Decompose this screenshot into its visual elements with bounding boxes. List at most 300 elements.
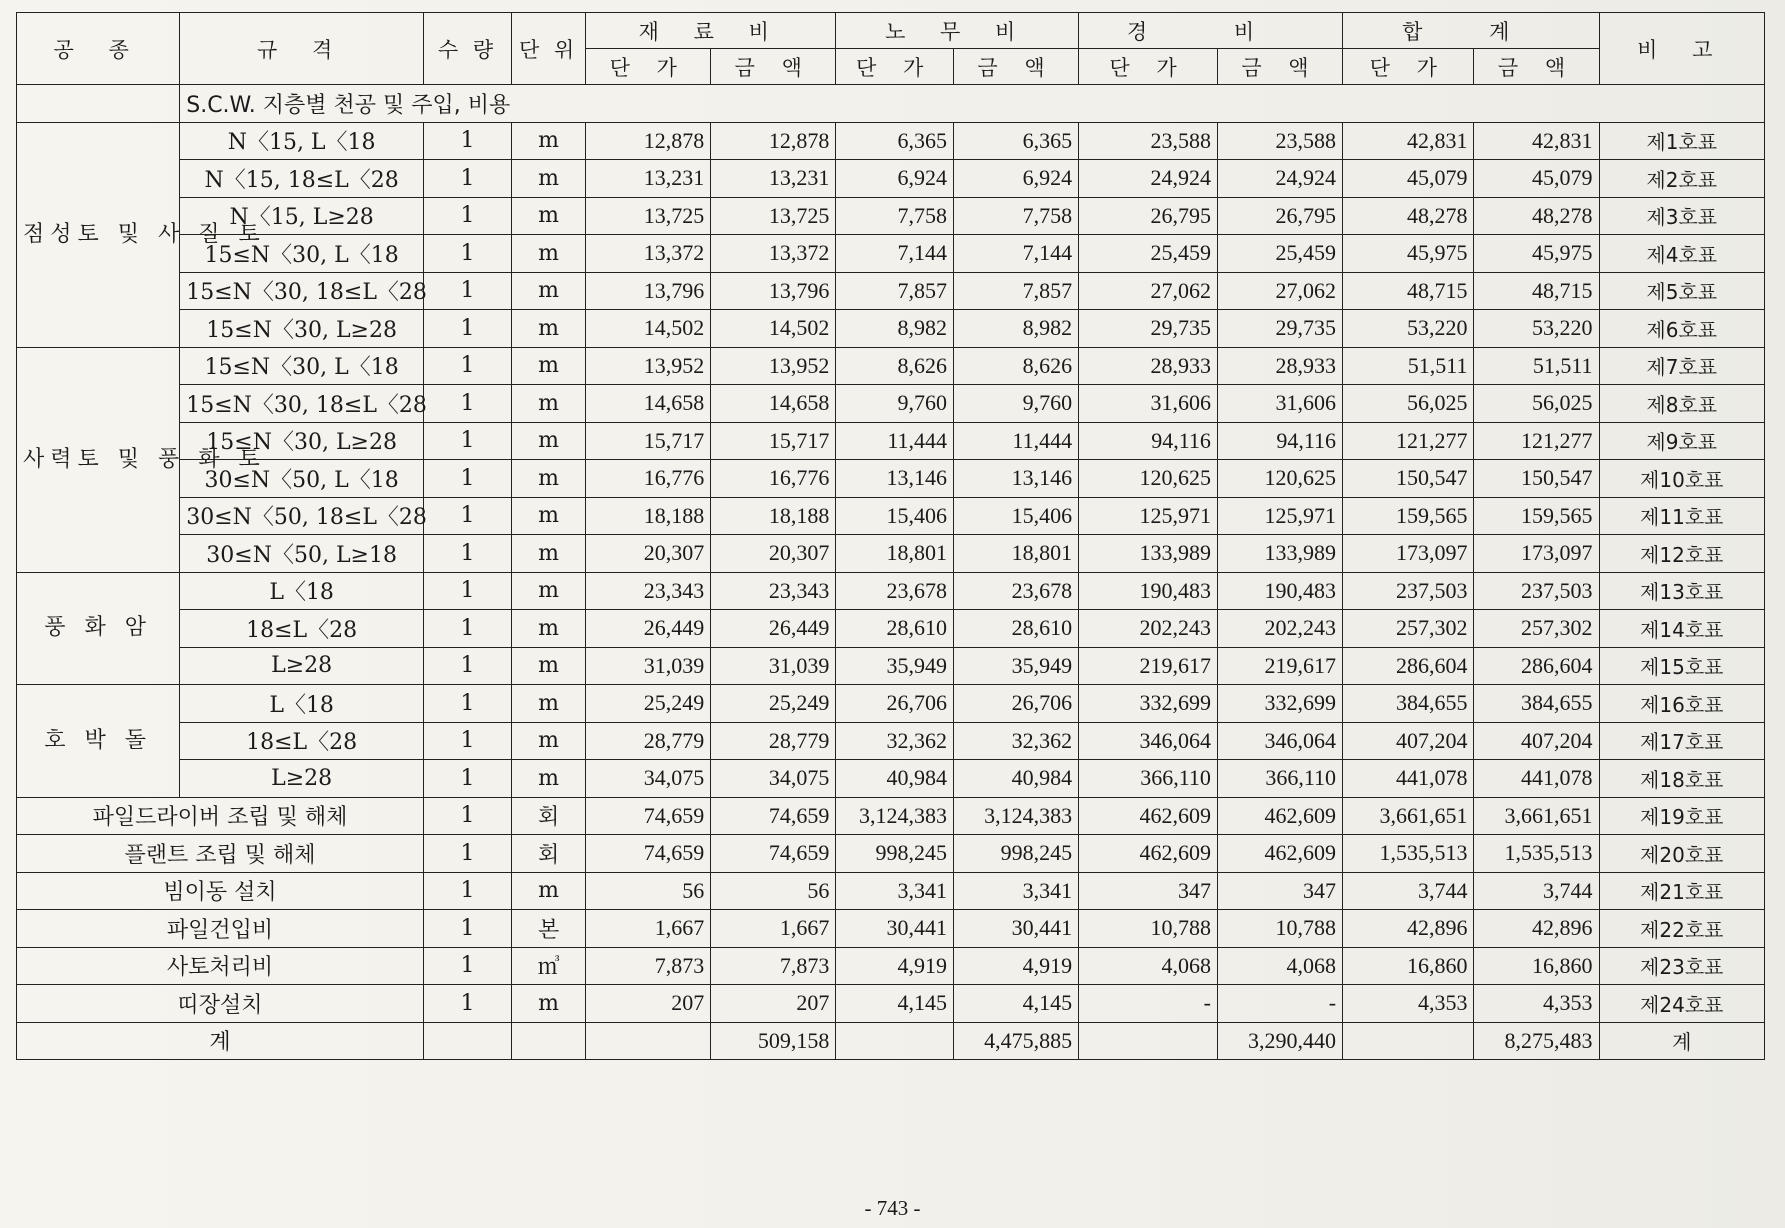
material-amount-cell: 74,659 <box>711 835 836 873</box>
item-label-cell: 플랜트 조립 및 해체 <box>17 835 424 873</box>
qty-cell: 1 <box>424 235 512 273</box>
item-label-cell: 빔이동 설치 <box>17 872 424 910</box>
material-amount-cell: 74,659 <box>711 797 836 835</box>
unit-cell: m <box>512 610 586 648</box>
labor-unit-price-cell: 13,146 <box>836 460 954 498</box>
total-amount-total: 8,275,483 <box>1474 1022 1599 1060</box>
expense-unit-price-cell: 133,989 <box>1079 535 1218 573</box>
total-amount-cell: 4,353 <box>1474 985 1599 1023</box>
expense-amount-cell: 25,459 <box>1217 235 1342 273</box>
qty-cell: 1 <box>424 572 512 610</box>
total-amount-cell: 42,896 <box>1474 910 1599 948</box>
spec-cell: L〈18 <box>180 572 424 610</box>
labor-amount-cell: 13,146 <box>954 460 1079 498</box>
remark-cell: 제13호표 <box>1599 572 1764 610</box>
header-total: 합 계 <box>1343 13 1600 49</box>
qty-cell: 1 <box>424 722 512 760</box>
section-title-empty <box>17 85 180 123</box>
expense-unit-price-cell: 24,924 <box>1079 160 1218 198</box>
unit-cell: m <box>512 872 586 910</box>
table-row <box>17 835 1765 873</box>
material-amount-cell: 7,873 <box>711 947 836 985</box>
expense-unit-price-cell: 10,788 <box>1079 910 1218 948</box>
total-unit-price-cell: 53,220 <box>1343 310 1474 348</box>
unit-cell: m <box>512 385 586 423</box>
expense-amount-cell: 94,116 <box>1217 422 1342 460</box>
remark-cell: 제4호표 <box>1599 235 1764 273</box>
expense-amount-cell: - <box>1217 985 1342 1023</box>
remark-cell: 제7호표 <box>1599 347 1764 385</box>
qty-cell: 1 <box>424 310 512 348</box>
labor-amount-cell: 7,144 <box>954 235 1079 273</box>
expense-amount-cell: 190,483 <box>1217 572 1342 610</box>
expense-unit-price-cell: 190,483 <box>1079 572 1218 610</box>
table-row <box>17 160 1765 198</box>
labor-amount-cell: 3,341 <box>954 872 1079 910</box>
item-label-cell: 파일드라이버 조립 및 해체 <box>17 797 424 835</box>
total-unit-price-cell: 45,975 <box>1343 235 1474 273</box>
material-unit-price-cell <box>586 1022 711 1060</box>
qty-cell: 1 <box>424 197 512 235</box>
section-title: S.C.W. 지층별 천공 및 주입, 비용 <box>180 85 1765 123</box>
total-unit-price-cell: 51,511 <box>1343 347 1474 385</box>
material-amount-cell: 13,725 <box>711 197 836 235</box>
qty-cell: 1 <box>424 835 512 873</box>
labor-amount-cell: 23,678 <box>954 572 1079 610</box>
material-unit-price-cell: 20,307 <box>586 535 711 573</box>
expense-amount-cell: 332,699 <box>1217 685 1342 723</box>
material-amount-cell: 1,667 <box>711 910 836 948</box>
qty-cell: 1 <box>424 610 512 648</box>
table-row <box>17 460 1765 498</box>
unit-cell: m <box>512 460 586 498</box>
expense-amount-cell: 31,606 <box>1217 385 1342 423</box>
labor-unit-price-cell: 30,441 <box>836 910 954 948</box>
header-material-unit-price: 단 가 <box>586 49 711 85</box>
qty-cell: 1 <box>424 797 512 835</box>
total-amount-cell: 150,547 <box>1474 460 1599 498</box>
labor-amount-cell: 998,245 <box>954 835 1079 873</box>
header-material: 재 료 비 <box>586 13 836 49</box>
total-unit-price-cell: 42,896 <box>1343 910 1474 948</box>
material-amount-cell: 25,249 <box>711 685 836 723</box>
total-label-cell: 계 <box>17 1022 424 1060</box>
expense-unit-price-cell: 347 <box>1079 872 1218 910</box>
material-unit-price-cell: 31,039 <box>586 647 711 685</box>
expense-unit-price-cell: 462,609 <box>1079 835 1218 873</box>
expense-amount-cell: 4,068 <box>1217 947 1342 985</box>
qty-cell: 1 <box>424 122 512 160</box>
material-amount-cell: 13,372 <box>711 235 836 273</box>
spec-cell: N〈15, 18≤L〈28 <box>180 160 424 198</box>
expense-amount-cell: 28,933 <box>1217 347 1342 385</box>
group-label: 호 박 돌 <box>17 685 180 798</box>
page-number: - 743 - <box>864 1196 921 1220</box>
table-row <box>17 797 1765 835</box>
total-unit-price-cell <box>1343 1022 1474 1060</box>
labor-unit-price-cell: 26,706 <box>836 685 954 723</box>
expense-unit-price-cell: 31,606 <box>1079 385 1218 423</box>
material-unit-price-cell: 14,658 <box>586 385 711 423</box>
item-label-cell: 사토처리비 <box>17 947 424 985</box>
total-unit-price-cell: 150,547 <box>1343 460 1474 498</box>
material-amount-cell: 16,776 <box>711 460 836 498</box>
unit-cell: m <box>512 197 586 235</box>
labor-unit-price-cell: 3,124,383 <box>836 797 954 835</box>
total-amount-cell: 42,831 <box>1474 122 1599 160</box>
total-amount-cell: 45,079 <box>1474 160 1599 198</box>
spec-cell: 15≤N〈30, L〈18 <box>180 235 424 273</box>
header-work-type: 공 종 <box>17 13 180 85</box>
expense-amount-cell: 120,625 <box>1217 460 1342 498</box>
table-row <box>17 947 1765 985</box>
material-amount-cell: 18,188 <box>711 497 836 535</box>
remark-cell: 제24호표 <box>1599 985 1764 1023</box>
header-labor-unit-price: 단 가 <box>836 49 954 85</box>
labor-amount-total: 4,475,885 <box>954 1022 1079 1060</box>
labor-unit-price-cell: 7,758 <box>836 197 954 235</box>
qty-cell: 1 <box>424 497 512 535</box>
labor-unit-price-cell: 11,444 <box>836 422 954 460</box>
header-expense-amount: 금 액 <box>1217 49 1342 85</box>
expense-unit-price-cell <box>1079 1022 1218 1060</box>
total-unit-price-cell: 4,353 <box>1343 985 1474 1023</box>
table-row <box>17 235 1765 273</box>
spec-cell: 18≤L〈28 <box>180 722 424 760</box>
expense-amount-cell: 26,795 <box>1217 197 1342 235</box>
labor-amount-cell: 40,984 <box>954 760 1079 798</box>
remark-cell: 제11호표 <box>1599 497 1764 535</box>
remark-cell: 제19호표 <box>1599 797 1764 835</box>
material-amount-cell: 13,796 <box>711 272 836 310</box>
remark-cell: 제21호표 <box>1599 872 1764 910</box>
remark-cell: 제22호표 <box>1599 910 1764 948</box>
total-unit-price-cell: 42,831 <box>1343 122 1474 160</box>
expense-unit-price-cell: 25,459 <box>1079 235 1218 273</box>
total-unit-price-cell: 3,661,651 <box>1343 797 1474 835</box>
expense-unit-price-cell: 29,735 <box>1079 310 1218 348</box>
group-label: 풍 화 암 <box>17 572 180 685</box>
labor-amount-cell: 8,626 <box>954 347 1079 385</box>
qty-cell: 1 <box>424 685 512 723</box>
labor-unit-price-cell: 4,919 <box>836 947 954 985</box>
unit-cell: m <box>512 160 586 198</box>
material-unit-price-cell: 28,779 <box>586 722 711 760</box>
remark-cell: 제15호표 <box>1599 647 1764 685</box>
spec-cell: 18≤L〈28 <box>180 610 424 648</box>
material-amount-cell: 28,779 <box>711 722 836 760</box>
total-unit-price-cell: 286,604 <box>1343 647 1474 685</box>
labor-amount-cell: 32,362 <box>954 722 1079 760</box>
remark-cell: 제17호표 <box>1599 722 1764 760</box>
unit-cell: m <box>512 722 586 760</box>
header-row-1 <box>17 13 1765 49</box>
total-amount-cell: 48,715 <box>1474 272 1599 310</box>
total-amount-cell: 16,860 <box>1474 947 1599 985</box>
expense-unit-price-cell: 4,068 <box>1079 947 1218 985</box>
material-amount-cell: 13,231 <box>711 160 836 198</box>
labor-amount-cell: 6,365 <box>954 122 1079 160</box>
spec-cell: 15≤N〈30, 18≤L〈28 <box>180 272 424 310</box>
table-row <box>17 910 1765 948</box>
total-unit-price-cell: 16,860 <box>1343 947 1474 985</box>
expense-amount-cell: 29,735 <box>1217 310 1342 348</box>
labor-unit-price-cell <box>836 1022 954 1060</box>
qty-cell: 1 <box>424 347 512 385</box>
remark-cell: 제1호표 <box>1599 122 1764 160</box>
material-unit-price-cell: 26,449 <box>586 610 711 648</box>
total-amount-cell: 441,078 <box>1474 760 1599 798</box>
expense-amount-total: 3,290,440 <box>1217 1022 1342 1060</box>
remark-cell: 제10호표 <box>1599 460 1764 498</box>
table-row <box>17 647 1765 685</box>
material-unit-price-cell: 13,725 <box>586 197 711 235</box>
labor-amount-cell: 4,145 <box>954 985 1079 1023</box>
labor-unit-price-cell: 40,984 <box>836 760 954 798</box>
expense-amount-cell: 462,609 <box>1217 797 1342 835</box>
expense-amount-cell: 202,243 <box>1217 610 1342 648</box>
material-amount-cell: 14,658 <box>711 385 836 423</box>
labor-amount-cell: 3,124,383 <box>954 797 1079 835</box>
material-amount-cell: 14,502 <box>711 310 836 348</box>
total-unit-price-cell: 384,655 <box>1343 685 1474 723</box>
total-amount-cell: 257,302 <box>1474 610 1599 648</box>
material-unit-price-cell: 13,372 <box>586 235 711 273</box>
material-unit-price-cell: 12,878 <box>586 122 711 160</box>
expense-amount-cell: 462,609 <box>1217 835 1342 873</box>
labor-unit-price-cell: 6,365 <box>836 122 954 160</box>
labor-unit-price-cell: 998,245 <box>836 835 954 873</box>
unit-cell: m <box>512 572 586 610</box>
total-unit-price-cell: 257,302 <box>1343 610 1474 648</box>
spec-cell: L〈18 <box>180 685 424 723</box>
table-row <box>17 760 1765 798</box>
table-row <box>17 572 1765 610</box>
spec-cell: 15≤N〈30, L≥28 <box>180 422 424 460</box>
total-amount-cell: 159,565 <box>1474 497 1599 535</box>
header-total-amount: 금 액 <box>1474 49 1599 85</box>
expense-unit-price-cell: 346,064 <box>1079 722 1218 760</box>
remark-cell: 제20호표 <box>1599 835 1764 873</box>
total-amount-cell: 121,277 <box>1474 422 1599 460</box>
spec-cell: 30≤N〈50, 18≤L〈28 <box>180 497 424 535</box>
expense-unit-price-cell: 27,062 <box>1079 272 1218 310</box>
unit-cell: m <box>512 235 586 273</box>
header-expense-unit-price: 단 가 <box>1079 49 1218 85</box>
spec-cell: L≥28 <box>180 647 424 685</box>
table-row <box>17 685 1765 723</box>
qty-cell: 1 <box>424 947 512 985</box>
expense-unit-price-cell: 120,625 <box>1079 460 1218 498</box>
expense-amount-cell: 133,989 <box>1217 535 1342 573</box>
labor-amount-cell: 6,924 <box>954 160 1079 198</box>
remark-cell: 계 <box>1599 1022 1764 1060</box>
section-title-row <box>17 85 1765 123</box>
header-material-amount: 금 액 <box>711 49 836 85</box>
expense-amount-cell: 23,588 <box>1217 122 1342 160</box>
unit-cell: m <box>512 497 586 535</box>
expense-unit-price-cell: 28,933 <box>1079 347 1218 385</box>
total-unit-price-cell: 121,277 <box>1343 422 1474 460</box>
table-row <box>17 535 1765 573</box>
total-unit-price-cell: 173,097 <box>1343 535 1474 573</box>
total-unit-price-cell: 45,079 <box>1343 160 1474 198</box>
material-amount-cell: 23,343 <box>711 572 836 610</box>
header-spec: 규 격 <box>180 13 424 85</box>
total-amount-cell: 3,744 <box>1474 872 1599 910</box>
cost-table <box>16 12 1765 1060</box>
qty-cell: 1 <box>424 160 512 198</box>
total-unit-price-cell: 441,078 <box>1343 760 1474 798</box>
material-unit-price-cell: 23,343 <box>586 572 711 610</box>
labor-amount-cell: 30,441 <box>954 910 1079 948</box>
expense-amount-cell: 219,617 <box>1217 647 1342 685</box>
expense-amount-cell: 366,110 <box>1217 760 1342 798</box>
labor-unit-price-cell: 35,949 <box>836 647 954 685</box>
header-remark: 비 고 <box>1599 13 1764 85</box>
remark-cell: 제16호표 <box>1599 685 1764 723</box>
labor-amount-cell: 4,919 <box>954 947 1079 985</box>
labor-unit-price-cell: 9,760 <box>836 385 954 423</box>
spec-cell: 15≤N〈30, 18≤L〈28 <box>180 385 424 423</box>
material-amount-cell: 12,878 <box>711 122 836 160</box>
header-unit: 단 위 <box>512 13 586 85</box>
remark-cell: 제23호표 <box>1599 947 1764 985</box>
unit-cell: 회 <box>512 835 586 873</box>
labor-amount-cell: 7,758 <box>954 197 1079 235</box>
qty-cell: 1 <box>424 272 512 310</box>
expense-unit-price-cell: 23,588 <box>1079 122 1218 160</box>
total-unit-price-cell: 48,715 <box>1343 272 1474 310</box>
labor-amount-cell: 28,610 <box>954 610 1079 648</box>
material-unit-price-cell: 207 <box>586 985 711 1023</box>
qty-cell: 1 <box>424 647 512 685</box>
material-unit-price-cell: 13,796 <box>586 272 711 310</box>
unit-cell: ㎥ <box>512 947 586 985</box>
table-row <box>17 385 1765 423</box>
table-row <box>17 872 1765 910</box>
total-amount-cell: 407,204 <box>1474 722 1599 760</box>
labor-unit-price-cell: 4,145 <box>836 985 954 1023</box>
expense-unit-price-cell: 332,699 <box>1079 685 1218 723</box>
header-labor: 노 무 비 <box>836 13 1079 49</box>
total-row <box>17 1022 1765 1060</box>
material-amount-cell: 26,449 <box>711 610 836 648</box>
spec-cell: 30≤N〈50, L〈18 <box>180 460 424 498</box>
labor-unit-price-cell: 32,362 <box>836 722 954 760</box>
material-unit-price-cell: 34,075 <box>586 760 711 798</box>
qty-cell: 1 <box>424 910 512 948</box>
labor-unit-price-cell: 18,801 <box>836 535 954 573</box>
remark-cell: 제14호표 <box>1599 610 1764 648</box>
unit-cell: m <box>512 760 586 798</box>
material-amount-cell: 56 <box>711 872 836 910</box>
labor-amount-cell: 26,706 <box>954 685 1079 723</box>
unit-cell: m <box>512 647 586 685</box>
expense-unit-price-cell: 94,116 <box>1079 422 1218 460</box>
remark-cell: 제3호표 <box>1599 197 1764 235</box>
labor-amount-cell: 7,857 <box>954 272 1079 310</box>
unit-cell: m <box>512 310 586 348</box>
qty-cell: 1 <box>424 460 512 498</box>
table-row <box>17 422 1765 460</box>
expense-unit-price-cell: 125,971 <box>1079 497 1218 535</box>
expense-amount-cell: 347 <box>1217 872 1342 910</box>
table-row <box>17 985 1765 1023</box>
material-amount-cell: 31,039 <box>711 647 836 685</box>
qty-cell: 1 <box>424 985 512 1023</box>
material-unit-price-cell: 15,717 <box>586 422 711 460</box>
expense-unit-price-cell: 462,609 <box>1079 797 1218 835</box>
table-row <box>17 310 1765 348</box>
material-unit-price-cell: 13,952 <box>586 347 711 385</box>
labor-amount-cell: 18,801 <box>954 535 1079 573</box>
total-amount-cell: 56,025 <box>1474 385 1599 423</box>
total-unit-price-cell: 56,025 <box>1343 385 1474 423</box>
unit-cell: m <box>512 535 586 573</box>
table-row <box>17 497 1765 535</box>
unit-cell: m <box>512 985 586 1023</box>
expense-amount-cell: 346,064 <box>1217 722 1342 760</box>
unit-cell: 본 <box>512 910 586 948</box>
header-labor-amount: 금 액 <box>954 49 1079 85</box>
total-amount-cell: 48,278 <box>1474 197 1599 235</box>
unit-cell <box>512 1022 586 1060</box>
table-row <box>17 347 1765 385</box>
material-amount-cell: 34,075 <box>711 760 836 798</box>
qty-cell: 1 <box>424 872 512 910</box>
spec-cell: 15≤N〈30, L≥28 <box>180 310 424 348</box>
expense-amount-cell: 24,924 <box>1217 160 1342 198</box>
total-amount-cell: 237,503 <box>1474 572 1599 610</box>
table-row <box>17 610 1765 648</box>
spec-cell: 30≤N〈50, L≥18 <box>180 535 424 573</box>
qty-cell <box>424 1022 512 1060</box>
total-amount-cell: 384,655 <box>1474 685 1599 723</box>
total-unit-price-cell: 3,744 <box>1343 872 1474 910</box>
total-amount-cell: 51,511 <box>1474 347 1599 385</box>
unit-cell: m <box>512 122 586 160</box>
total-amount-cell: 173,097 <box>1474 535 1599 573</box>
total-unit-price-cell: 237,503 <box>1343 572 1474 610</box>
total-amount-cell: 3,661,651 <box>1474 797 1599 835</box>
expense-amount-cell: 125,971 <box>1217 497 1342 535</box>
group-label: 점성토 및 사 질 토 <box>17 122 180 347</box>
labor-unit-price-cell: 7,144 <box>836 235 954 273</box>
group-label: 사력토 및 풍 화 토 <box>17 347 180 572</box>
expense-amount-cell: 27,062 <box>1217 272 1342 310</box>
remark-cell: 제8호표 <box>1599 385 1764 423</box>
table-row <box>17 722 1765 760</box>
qty-cell: 1 <box>424 760 512 798</box>
material-unit-price-cell: 16,776 <box>586 460 711 498</box>
labor-unit-price-cell: 7,857 <box>836 272 954 310</box>
labor-unit-price-cell: 28,610 <box>836 610 954 648</box>
remark-cell: 제18호표 <box>1599 760 1764 798</box>
expense-unit-price-cell: 202,243 <box>1079 610 1218 648</box>
labor-amount-cell: 11,444 <box>954 422 1079 460</box>
unit-cell: m <box>512 347 586 385</box>
remark-cell: 제6호표 <box>1599 310 1764 348</box>
spec-cell: N〈15, L≥28 <box>180 197 424 235</box>
total-amount-cell: 286,604 <box>1474 647 1599 685</box>
total-amount-cell: 45,975 <box>1474 235 1599 273</box>
material-unit-price-cell: 7,873 <box>586 947 711 985</box>
material-unit-price-cell: 13,231 <box>586 160 711 198</box>
material-unit-price-cell: 74,659 <box>586 797 711 835</box>
total-amount-cell: 53,220 <box>1474 310 1599 348</box>
spec-cell: N〈15, L〈18 <box>180 122 424 160</box>
